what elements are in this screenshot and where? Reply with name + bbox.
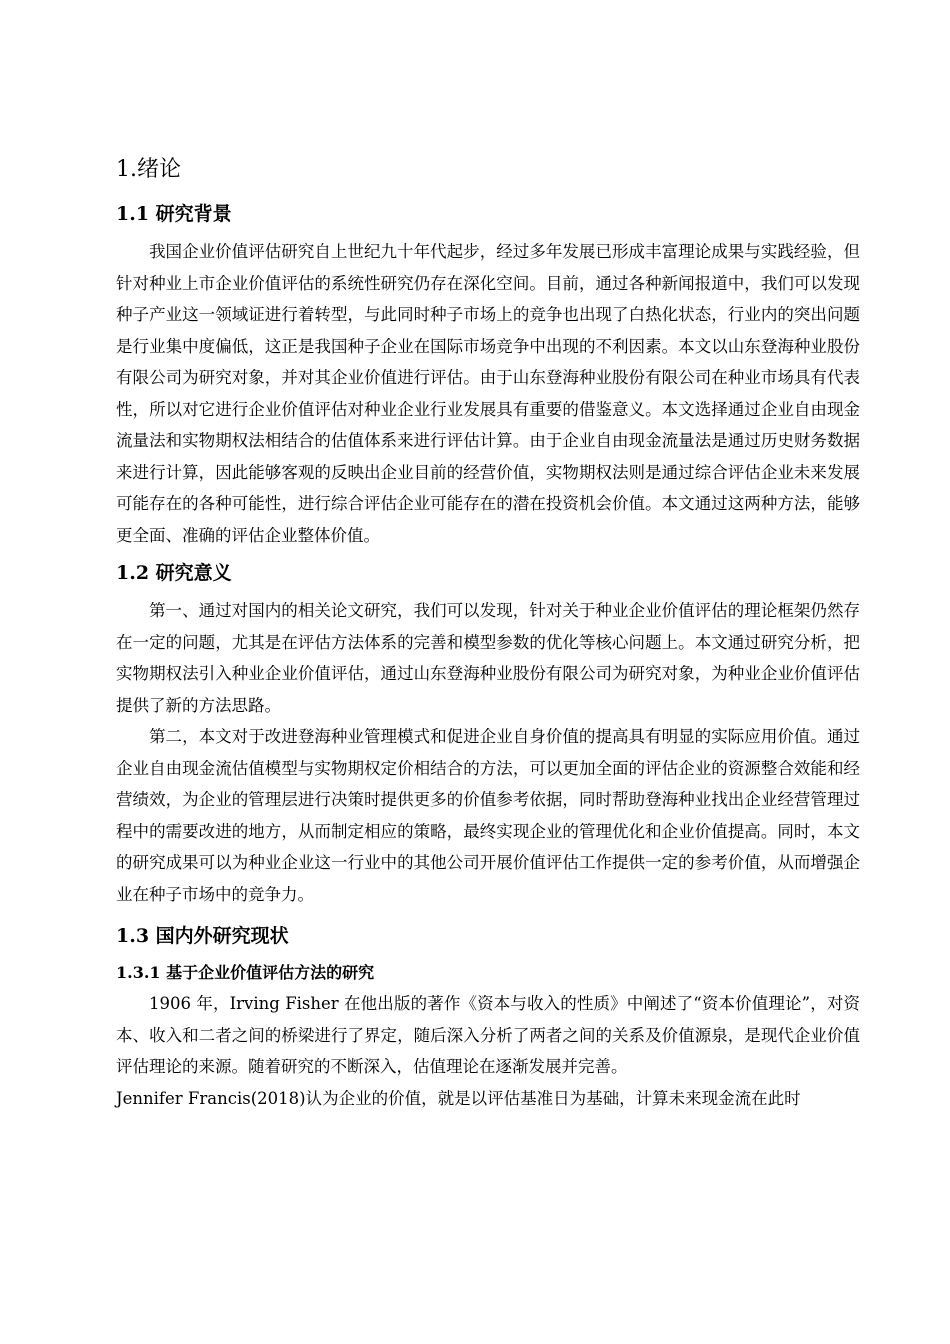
document-page (116, 152, 860, 1114)
paragraph-valuation-francis: Jennifer Francis(2018)认为企业的价值，就是以评估基准日为基础，计算未来现金流在此时 (116, 1088, 801, 1108)
paragraph-background: 我国企业价值评估研究自上世纪九十年代起步，经过多年发展已形成丰富理论成果与实践经验，但针对种业上市企业价值评估的系统性研究仍存在深化空间。目前，通过各种新闻报道中，我们可以发现种子产业这一领域证进行着转型，与此同时种子市场上的竞争也出现了白热化状态，行业内的突出问题是行业集中度偏低，这正是我国种子企业在国际市场竞争中出现的不利因素。本文以山东登海种业股份有限公司为研究对象，并对其企业价值进行评估。由于山东登海种业股份有限公司在种业市场具有代表性，所以对它进行企业价值评估对种业企业行业发展具有重要的借鉴意义。本文选择通过企业自由现金流量法和实物期权法相结合的估值体系来进行评估计算。由于企业自由现金流量法是通过历史财务数据来进行计算，因此能够客观的反映出企业目前的经营价值，实物期权法则是通过综合评估企业未来发展可能存在的各种可能性，进行综合评估企业可能存在的潜在投资机会价值。本文通过这两种方法，能够更全面、准确的评估企业整体价值。 (116, 242, 860, 545)
chapter-title: 1.绪论 (116, 157, 181, 182)
paragraph-significance-first: 第一、通过对国内的相关论文研究，我们可以发现，针对关于种业企业价值评估的理论框架仍然存在一定的问题，尤其是在评估方法体系的完善和模型参数的优化等核心问题上。本文通过研究分析，把实物期权法引入种业企业价值评估，通过山东登海种业股份有限公司为研究对象，为种业企业价值评估提供了新的方法思路。 (116, 601, 860, 715)
section-heading-background: 1.1 研究背景 (116, 203, 232, 225)
section-heading-significance: 1.2 研究意义 (116, 562, 232, 584)
paragraph-significance-second: 第二，本文对于改进登海种业管理模式和促进企业自身价值的提高具有明显的实际应用价值。通过企业自由现金流估值模型与实物期权定价相结合的方法，可以更加全面的评估企业的资源整合效能和经营绩效，为企业的管理层进行决策时提供更多的价值参考依据，同时帮助登海种业找出企业经营管理过程中的需要改进的地方，从而制定相应的策略，最终实现企业的管理优化和企业价值提高。同时，本文的研究成果可以为种业企业这一行业中的其他公司开展价值评估工作提供一定的参考价值，从而增强企业在种子市场中的竞争力。 (116, 727, 860, 904)
subsection-heading-valuation-methods: 1.3.1 基于企业价值评估方法的研究 (116, 963, 375, 982)
paragraph-valuation-history: 1906 年，Irving Fisher 在他出版的著作《资本与收入的性质》中阐述了“资本价值理论”，对资本、收入和二者之间的桥梁进行了界定，随后深入分析了两者之间的关系及价值源泉，是现代企业价值评估理论的来源。随着研究的不断深入，估值理论在逐渐发展并完善。 (116, 994, 860, 1076)
section-heading-research-status: 1.3 国内外研究现状 (116, 925, 289, 947)
